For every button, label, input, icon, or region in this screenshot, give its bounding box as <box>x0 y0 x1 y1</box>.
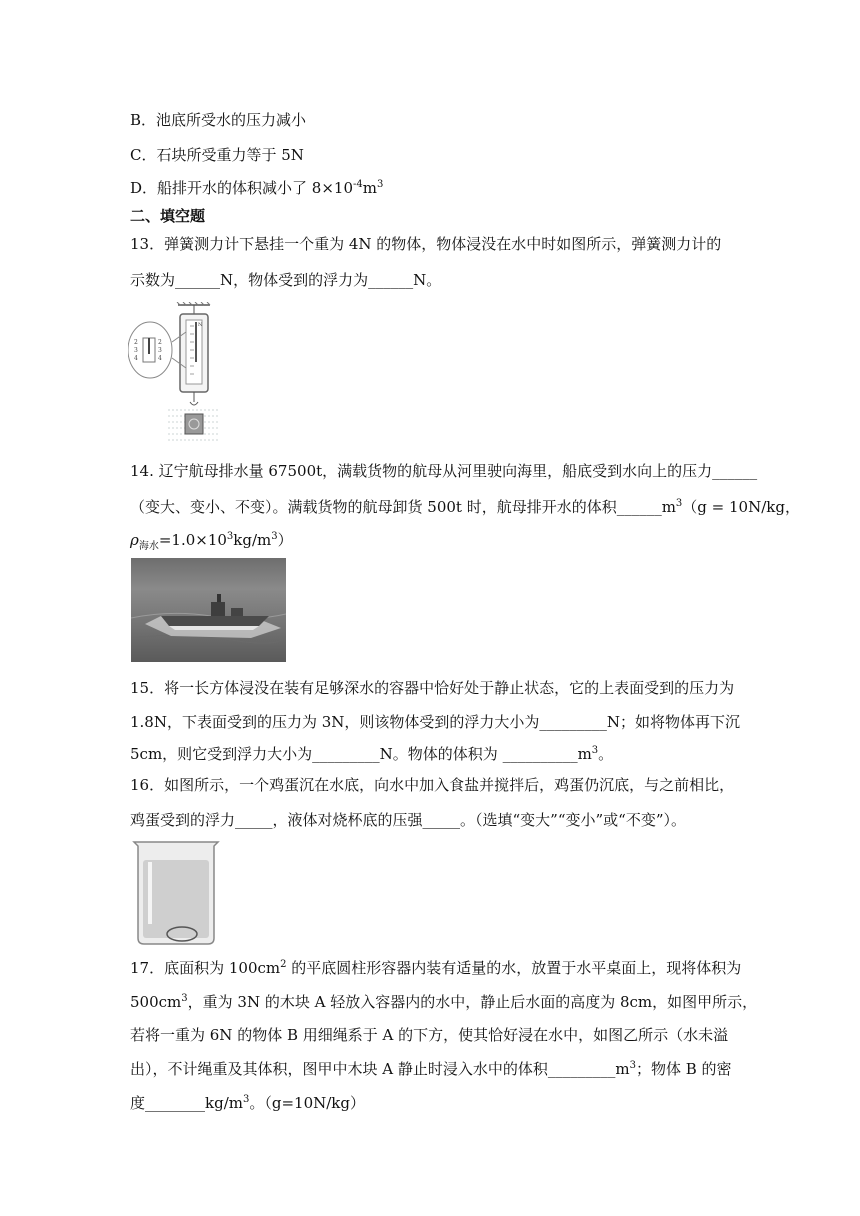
option-d: D．船排开水的体积减小了 $8\times 10^{-4}m^3$ <box>130 179 384 197</box>
q16-line1: 16．如图所示，一个鸡蛋沉在水底，向水中加入食盐并搅拌后，鸡蛋仍沉底，与之前相比， <box>130 776 735 794</box>
option-c: C．石块所受重力等于 5N <box>130 146 304 164</box>
scale-digit-4: 4 <box>134 355 138 362</box>
section-title: 二、填空题 <box>130 207 206 225</box>
scale-digit-2: 2 <box>134 339 138 346</box>
q15-line2: 1.8N，下表面受到的压力为 3N，则该物体受到的浮力大小为_________N；如将物体再下沉 <box>130 713 741 731</box>
spring-scale-figure <box>128 302 228 444</box>
scale-digit-3: 3 <box>134 347 138 354</box>
q17-line5: 度$\_\_\_\_\_\_\_\_kg/m^3$。（g=10N/kg） <box>130 1094 365 1112</box>
scale-digit-2-right: 2 <box>158 339 162 346</box>
q13-line2: 示数为______N，物体受到的浮力为______N。 <box>130 271 442 289</box>
aircraft-carrier-photo <box>131 558 286 662</box>
q13-line1: 13．弹簧测力计下悬挂一个重为 4N 的物体，物体浸没在水中时如图所示，弹簧测力计的 <box>130 235 722 253</box>
q17-line1: 17．底面积为 $100cm^2$ 的平底圆柱形容器内装有适量的水，放置于水平桌面上，现将体积为 <box>130 959 742 977</box>
beaker-egg-figure <box>130 838 222 948</box>
q15-line1: 15．将一长方体浸没在装有足够深水的容器中恰好处于静止状态，它的上表面受到的压力为 <box>130 679 735 697</box>
scale-digit-3-right: 3 <box>158 347 162 354</box>
q16-line2: 鸡蛋受到的浮力_____，液体对烧杯底的压强_____。（选填“变大”“变小”或“不变”）。 <box>130 811 687 829</box>
option-b: B．池底所受水的压力减小 <box>130 111 307 129</box>
q15-line3: 5cm，则它受到浮力大小为_________N。物体的体积为 $\_\_\_\_\_\_\_\_\_\_m^3$。 <box>130 745 614 763</box>
q14-line2: （变大、变小、不变）。满载货物的航母卸货 500t 时，航母排开水的体积$\_\_\_\_\_\_m^3(g = 10N/kg$， <box>130 498 800 516</box>
q17-line2: $500cm^3$，重为 3N 的木块 A 轻放入容器内的水中，静止后水面的高度为 8cm，如图甲所示， <box>130 993 758 1011</box>
q17-line3: 若将一重为 6N 的物体 B 用细绳系于 A 的下方，使其恰好浸在水中，如图乙所示（水未溢 <box>130 1026 729 1044</box>
q17-line4: 出），不计绳重及其体积，图甲中木块 A 静止时浸入水中的体积$\_\_\_\_\_\_\_\_\_m^3$；物体 B 的密 <box>130 1060 732 1078</box>
q14-line3: $\rho_{海水}=1.0\times 10^3kg/m^3$） <box>130 531 293 552</box>
scale-unit: N <box>198 322 203 328</box>
scale-digit-4-right: 4 <box>158 355 162 362</box>
q14-line1: 14. 辽宁航母排水量 67500t，满载货物的航母从河里驶向海里，船底受到水向上的压力______ <box>130 462 758 480</box>
